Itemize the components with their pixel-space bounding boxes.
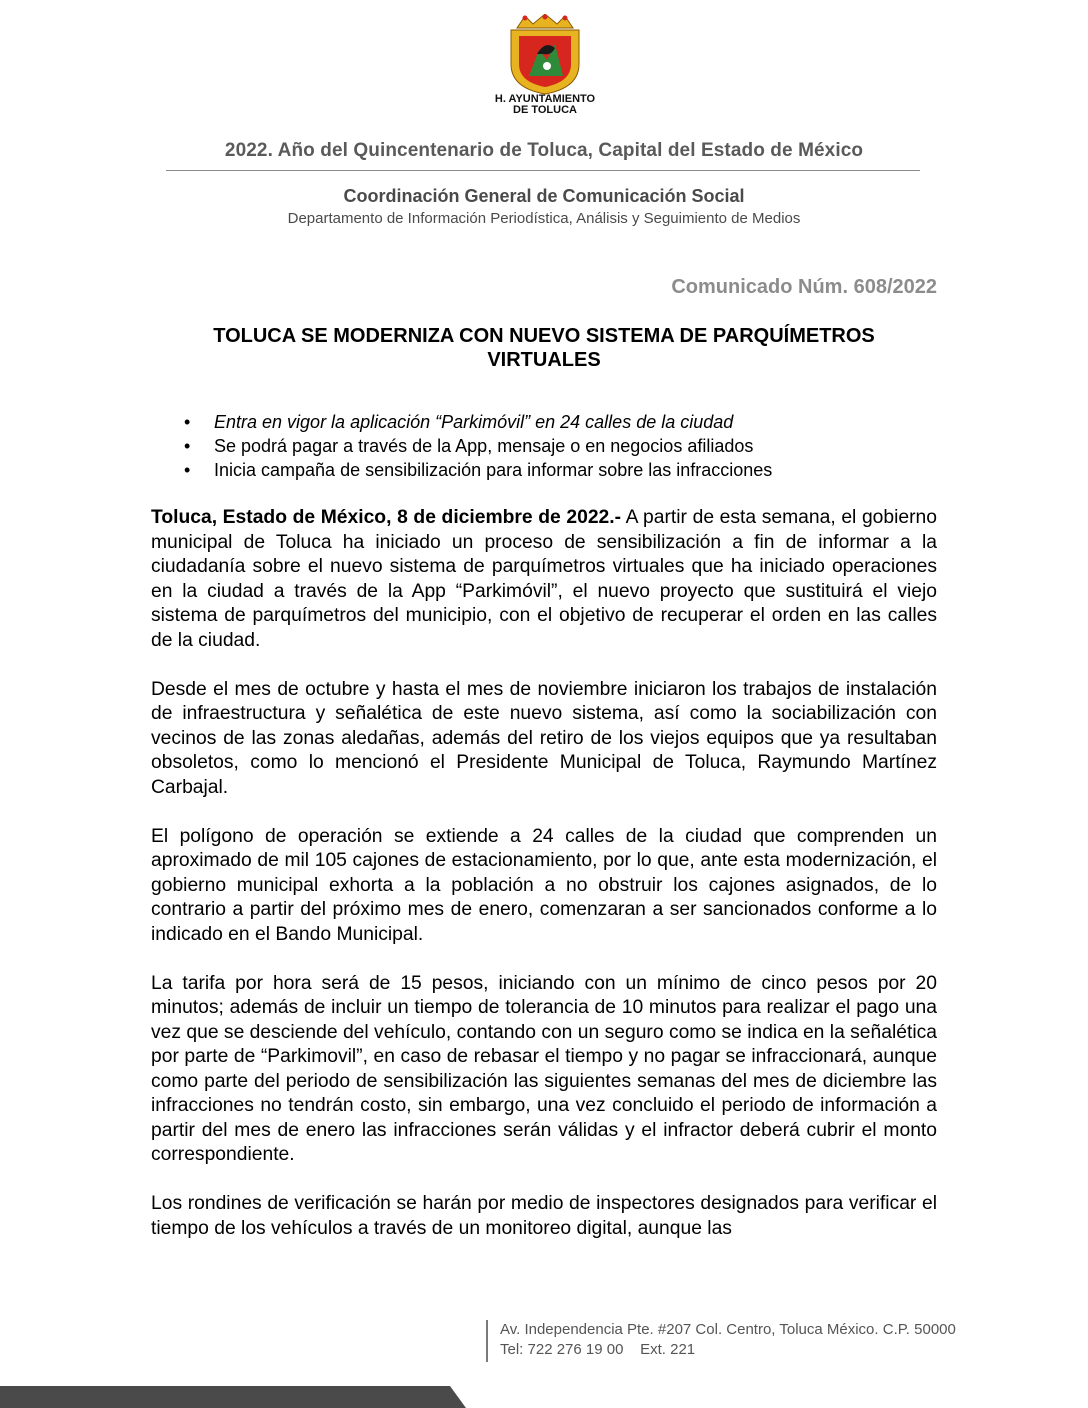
bullet-icon: • — [184, 436, 191, 456]
paragraph-3: El polígono de operación se extiende a 24 calles de la ciudad que comprenden un aproximado de mil 105 cajones de estacionamiento, por lo que, ante esta modernización, el gobierno municipal exhorta a la población a no obstruir los cajones asignados, de lo contrario a partir del próximo mes de enero, comenzaran a ser sancionados conforme a lo indicado en el Bando Municipal. — [151, 825, 937, 945]
footer-address: Av. Independencia Pte. #207 Col. Centro, Toluca México. C.P. 50000 — [500, 1321, 956, 1338]
headline-line-1: TOLUCA SE MODERNIZA CON NUEVO SISTEMA DE PARQUÍMETROS — [213, 325, 875, 347]
footer-contact — [500, 1320, 956, 1360]
logo-caption — [478, 94, 612, 116]
paragraph-5: Los rondines de verificación se harán por medio de inspectores designados para verificar el tiempo de los vehículos a través de un monitoreo digital, aunque las — [151, 1193, 937, 1239]
dateline: Toluca, Estado de México, 8 de diciembre de 2022.- — [151, 507, 622, 528]
logo-caption-line2: DE TOLUCA — [513, 104, 577, 116]
footer-phone: Tel: 722 276 19 00 Ext. 221 — [500, 1341, 696, 1358]
bullet-text: Se podrá pagar a través de la App, mensaje o en negocios afiliados — [214, 436, 754, 456]
article-body — [151, 506, 937, 1266]
paragraph-4: La tarifa por hora será de 15 pesos, iniciando con un mínimo de cinco pesos por 20 minutos; además de incluir un tiempo de tolerancia de 10 minutos para realizar el pago una vez que se desciende del vehículo, contando con un seguro como se indica en la señalética por parte de “Parkimovil”, en caso de rebasar el tiempo y no pagar se infraccionará, aunque como parte del periodo de sensibilización las siguientes semanas del mes de diciembre las infracciones no tendrán costo, sin embargo, una vez concluido el periodo de información a partir del mes de enero las infracciones serán válidas y el infractor deberá cubrir el monto correspondiente. — [151, 972, 937, 1165]
headline-line-2: VIRTUALES — [487, 349, 601, 371]
bullet-icon: • — [184, 460, 191, 480]
header-divider — [166, 170, 920, 171]
paragraph-1-text: A partir de esta semana, el gobierno municipal de Toluca ha iniciado un proceso de sensibilización a fin de informar a la ciudadanía sobre el nuevo sistema de parquímetros virtuales que ha iniciado operaciones en la ciudad a través de la App “Parkimóvil”, el nuevo proyecto que sustituirá el viejo sistema de parquímetros del municipio, con el objetivo de recuperar el orden en las calles de la ciudad. — [151, 507, 937, 651]
year-banner: 2022. Año del Quincentenario de Toluca, Capital del Estado de México — [224, 140, 864, 161]
headline — [150, 324, 938, 372]
department-title: Departamento de Información Periodística, Análisis y Seguimiento de Medios — [287, 210, 801, 227]
bullet-item — [182, 434, 922, 458]
paragraph-2: Desde el mes de octubre y hasta el mes de noviembre iniciaron los trabajos de instalación de infraestructura y señalética de este nuevo sistema, así como la sociabilización con vecinos de las zonas aledañas, además del retiro de los viejos equipos que ya resultaban obsoletos, como lo mencionó el Presidente Municipal de Toluca, Raymundo Martínez Carbajal. — [151, 678, 937, 798]
bullet-text: Inicia campaña de sensibilización para informar sobre las infracciones — [214, 460, 773, 480]
bullet-item — [182, 410, 922, 434]
coordination-title: Coordinación General de Comunicación Social — [343, 186, 745, 206]
bullet-icon: • — [184, 412, 191, 432]
footer-divider — [486, 1320, 488, 1362]
bullet-text: Entra en vigor la aplicación “Parkimóvil” en 24 calles de la ciudad — [214, 412, 734, 432]
bullet-item — [182, 458, 922, 482]
communique-number: Comunicado Núm. 608/2022 — [671, 276, 937, 298]
summary-bullets — [182, 410, 922, 482]
paragraph-1 — [151, 506, 937, 653]
footer-bar — [0, 1386, 1088, 1408]
logo-caption-line1: H. AYUNTAMIENTO — [494, 93, 596, 105]
